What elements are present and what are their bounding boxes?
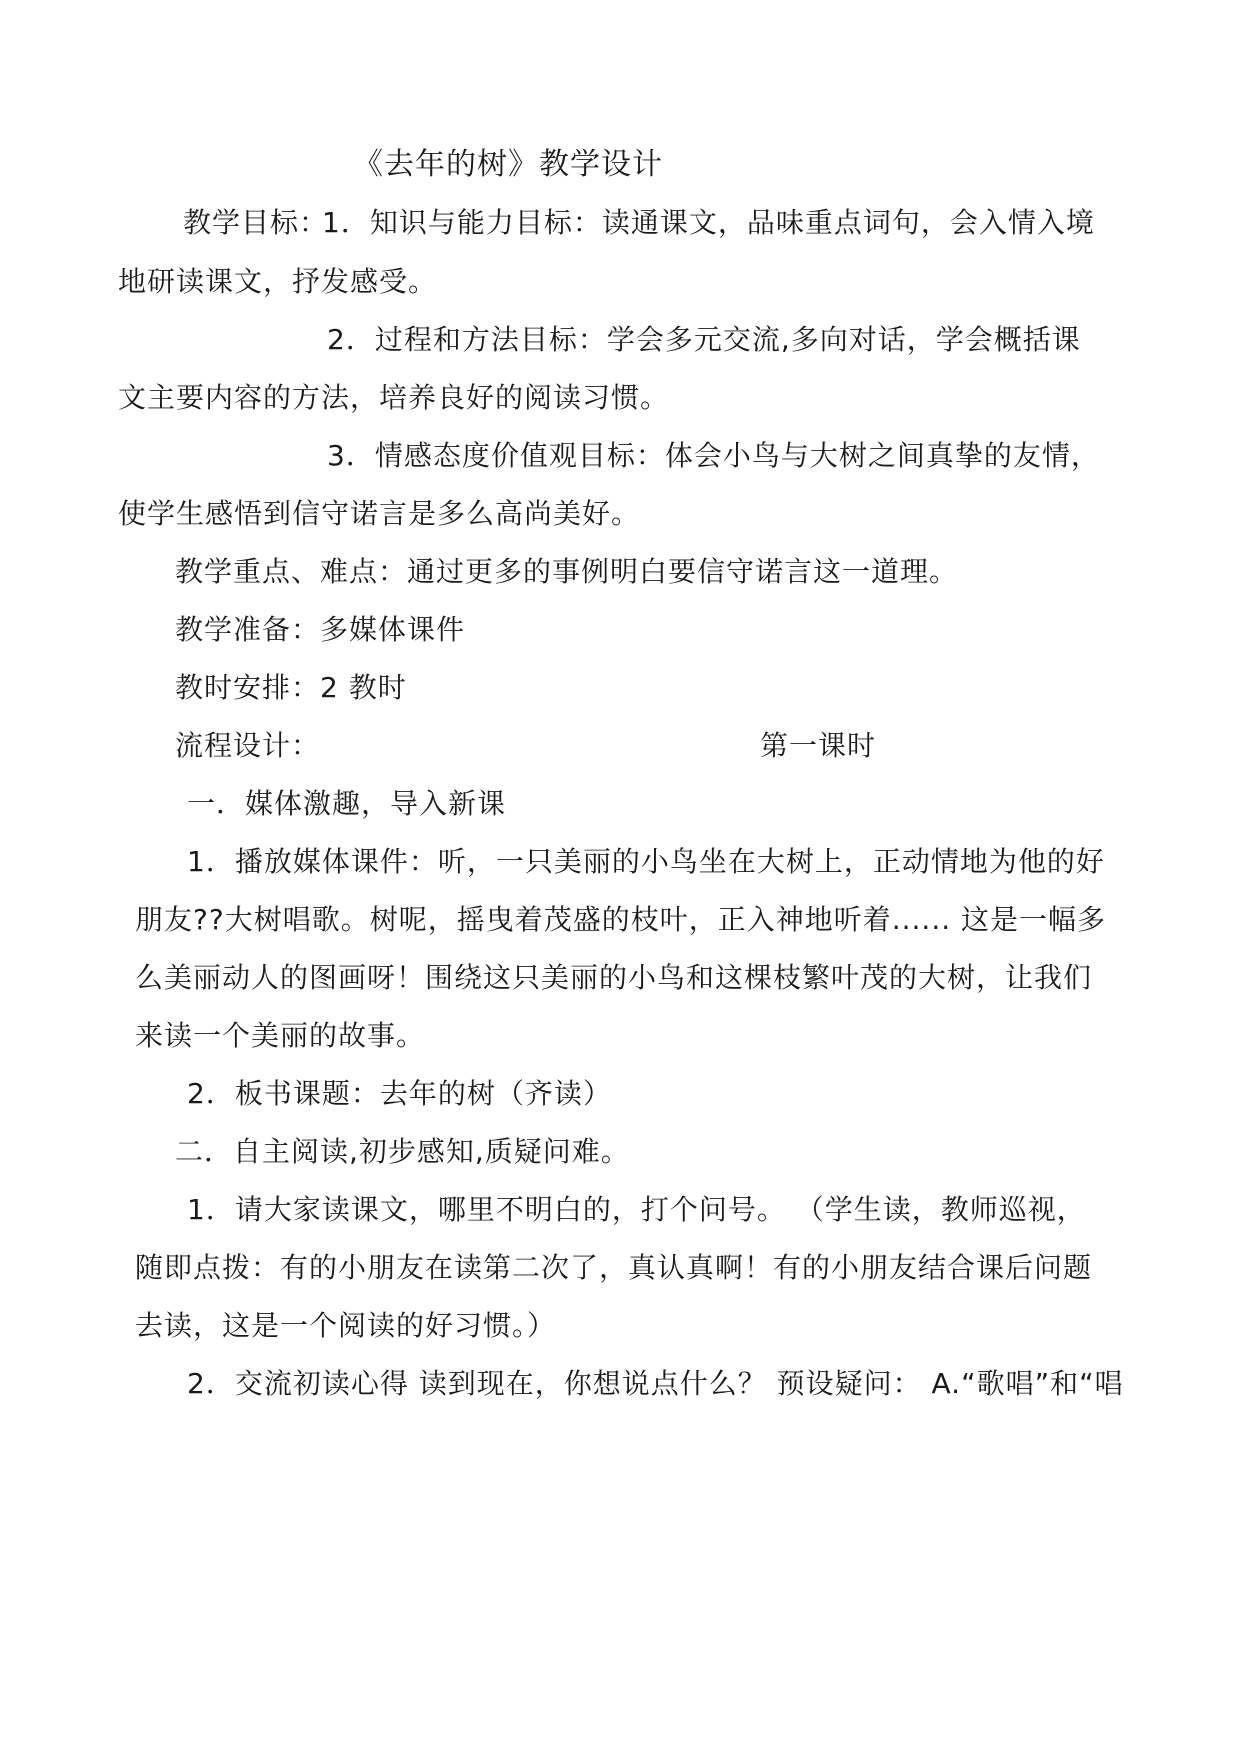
flow-label: 流程设计： xyxy=(175,729,321,762)
key-points: 教学重点、难点：通过更多的事例明白要信守诺言这一道理。 xyxy=(175,555,959,588)
section-1-p2: 2．板书课题：去年的树（齐读） xyxy=(187,1077,612,1110)
section-1-p1-line-2: 朋友??大树唱歌。树呢，摇曳着茂盛的枝叶，正入神地听着...... 这是一幅多 xyxy=(135,903,1107,936)
section-2-p1-line-2: 随即点拨：有的小朋友在读第二次了，真认真啊！有的小朋友结合课后问题 xyxy=(135,1251,1093,1284)
section-2-p1-line-1: 1．请大家读课文，哪里不明白的，打个问号。 （学生读，教师巡视， xyxy=(187,1193,1086,1226)
objective-1-line-1: 1．知识与能力目标：读通课文，品味重点词句，会入情入境 xyxy=(322,206,1095,239)
section-1-p1-line-4: 来读一个美丽的故事。 xyxy=(135,1019,426,1052)
section-1-p1-line-1: 1．播放媒体课件：听，一只美丽的小鸟坐在大树上，正动情地为他的好 xyxy=(187,845,1105,878)
section-1-heading: 一．媒体激趣，导入新课 xyxy=(187,787,507,820)
objective-3-line-1: 3．情感态度价值观目标：体会小鸟与大树之间真挚的友情， xyxy=(327,439,1100,472)
objective-2-line-2: 文主要内容的方法，培养良好的阅读习惯。 xyxy=(118,381,670,414)
section-2-heading: 二．自主阅读,初步感知,质疑问难。 xyxy=(175,1135,630,1168)
section-2-p2-line-1: 2．交流初读心得 读到现在，你想说点什么？ 预设疑问： A.“歌唱”和“唱 xyxy=(187,1367,1124,1400)
objectives-label: 教学目标： xyxy=(183,206,329,239)
preparation: 教学准备：多媒体课件 xyxy=(175,613,466,646)
section-2-p1-line-3: 去读，这是一个阅读的好习惯。） xyxy=(135,1309,557,1342)
lesson-label: 第一课时 xyxy=(760,729,877,762)
page-title: 《去年的树》教学设计 xyxy=(353,147,663,182)
objective-1-line-2: 地研读课文，抒发感受。 xyxy=(118,265,438,298)
schedule: 教时安排：2 教时 xyxy=(175,671,407,704)
objective-2-line-1: 2．过程和方法目标：学会多元交流,多向对话，学会概括课 xyxy=(327,323,1081,356)
objective-3-line-2: 使学生感悟到信守诺言是多么高尚美好。 xyxy=(118,497,641,530)
section-1-p1-line-3: 么美丽动人的图画呀！围绕这只美丽的小鸟和这棵枝繁叶茂的大树，让我们 xyxy=(135,961,1093,994)
